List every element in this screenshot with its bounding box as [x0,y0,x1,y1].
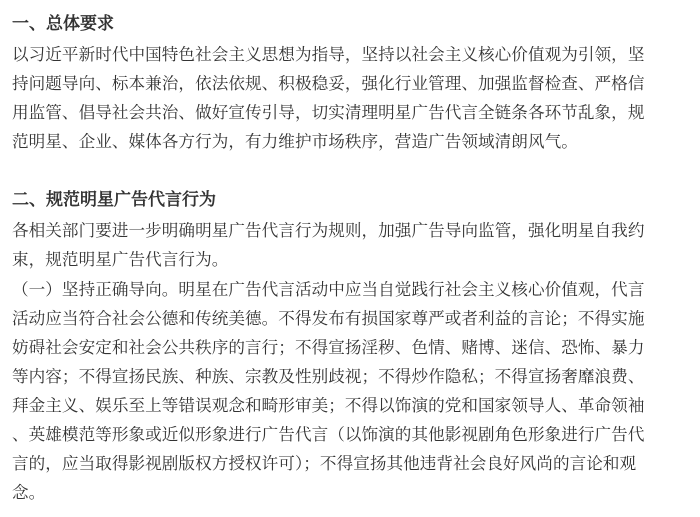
paragraph-line: 言的，应当取得影视剧版权方授权许可）；不得宣扬其他违背社会良好风尚的言论和观 [12,454,637,473]
paragraph-line: （一）坚持正确导向。明星在广告代言活动中应当自觉践行社会主义核心价值观，代言 [12,280,645,299]
paragraph-line: 用监管、倡导社会共治、做好宣传引导，切实清理明星广告代言全链条各环节乱象，规 [12,103,645,122]
paragraph-line: 活动应当符合社会公德和传统美德。不得发布有损国家尊严或者利益的言论；不得实施 [12,309,645,328]
paragraph-line: 持问题导向、标本兼治，依法依规、积极稳妥，强化行业管理、加强监督检查、严格信 [12,74,645,93]
paragraph-line: 等内容；不得宣扬民族、种族、宗教及性别歧视；不得炒作隐私；不得宣扬奢靡浪费、 [12,367,645,386]
paragraph-line: 范明星、企业、媒体各方行为，有力维护市场秩序，营造广告领域清朗风气。 [12,132,578,151]
paragraph-line: 、英雄模范等形象或近似形象进行广告代言（以饰演的其他影视剧角色形象进行广告代 [12,425,645,444]
paragraph-line: 各相关部门要进一步明确明星广告代言行为规则，加强广告导向监管，强化明星自我约 [12,221,645,240]
paragraph-line: 束，规范明星广告代言行为。 [12,250,229,269]
section-heading-celebrity-endorsement: 二、规范明星广告代言行为 [12,190,216,210]
paragraph-line: 以习近平新时代中国特色社会主义思想为指导，坚持以社会主义核心价值观为引领，坚 [12,45,645,64]
paragraph-line: 念。 [12,483,46,502]
paragraph-line: 妨碍社会安定和社会公共秩序的言行；不得宣扬淫秽、色情、赌博、迷信、恐怖、暴力 [12,338,645,357]
section-heading-overall-requirements: 一、总体要求 [12,14,114,34]
paragraph-line: 拜金主义、娱乐至上等错误观念和畸形审美；不得以饰演的党和国家领导人、革命领袖 [12,396,645,415]
